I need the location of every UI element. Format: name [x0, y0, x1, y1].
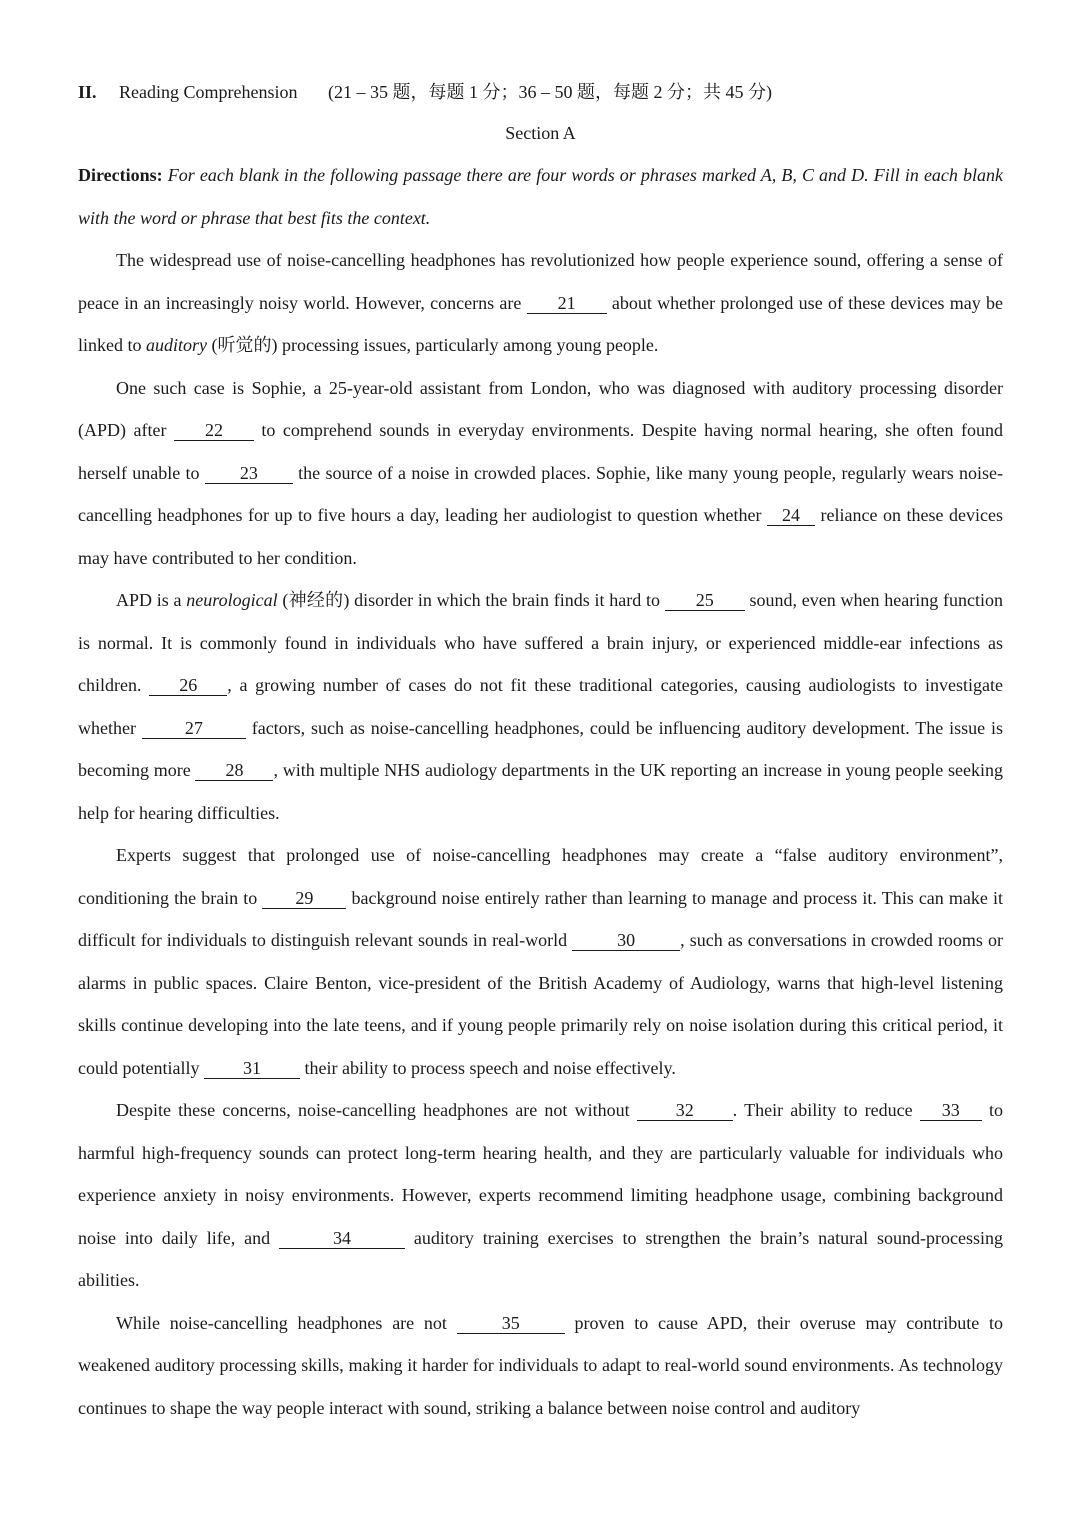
text-segment: about whether prolonged use of these devices may be linked to	[78, 292, 1004, 355]
exam-page	[78, 74, 1003, 1429]
blank-32[interactable]: 32	[637, 1100, 733, 1121]
term-neurological: neurological	[186, 590, 278, 610]
blank-27[interactable]: 27	[142, 718, 246, 739]
text-segment: APD is a	[116, 590, 187, 610]
paragraph-3	[78, 579, 1003, 834]
blank-30[interactable]: 30	[572, 930, 680, 951]
blank-26[interactable]: 26	[149, 675, 227, 696]
text-segment: factors, such as noise-cancelling headphones, could be influencing auditory development. The issue is becoming more	[78, 717, 1003, 780]
text-segment: background noise entirely rather than learning to manage and process it. This can make it difficult for individuals to distinguish relevant sounds in real-world	[78, 887, 1003, 950]
paragraph-2	[78, 367, 1003, 580]
text-segment: , with multiple NHS audiology departments in the UK reporting an increase in young people seeking help for hearing difficulties.	[78, 760, 1003, 823]
text-segment: , such as conversations in crowded rooms or alarms in public spaces. Claire Benton, vice-president of the British Academy of Audiology, warns that high-level listening skills continue developing into the late teens, and if young people primarily rely on noise isolation during this critical period, it could potentially	[78, 930, 1003, 1078]
text-segment: Despite these concerns, noise-cancelling headphones are not without	[116, 1100, 637, 1120]
text-segment: The widespread use of noise-cancelling headphones has revolutionized how people experience sound, offering a sense of peace in an increasingly noisy world. However, concerns are	[78, 250, 1003, 313]
blank-21[interactable]: 21	[527, 293, 607, 314]
text-segment: auditory training exercises to strengthen the brain’s natural sound-processing abilities.	[78, 1227, 1003, 1290]
part-heading	[78, 74, 1003, 110]
scoring-note: (21 – 35 题，每题 1 分；36 – 50 题，每题 2 分；共 45 分)	[328, 82, 772, 102]
text-segment: to comprehend sounds in everyday environments. Despite having normal hearing, she often found herself unable to	[78, 420, 1004, 483]
term-auditory: auditory	[146, 335, 207, 355]
blank-22[interactable]: 22	[174, 420, 254, 441]
text-segment: disorder in which the brain finds it hard to	[354, 590, 665, 610]
text-segment: their ability to process speech and noise effectively.	[299, 1057, 676, 1078]
part-number: II.	[78, 82, 97, 102]
text-segment: While noise-cancelling headphones are not	[116, 1312, 457, 1333]
paragraph-4	[78, 834, 1003, 1089]
paragraph-6	[78, 1302, 1003, 1430]
text-segment: , a growing number of cases do not fit these traditional categories, causing audiologists to investigate whether	[78, 675, 1003, 738]
directions-text: For each blank in the following passage there are four words or phrases marked A, B, C and D. Fill in each blank with the word or phrase that best fits the context.	[78, 165, 1004, 228]
text-segment: One such case is Sophie, a 25-year-old assistant from London, who was diagnosed with auditory processing disorder (APD) after	[78, 377, 1003, 440]
blank-34[interactable]: 34	[279, 1228, 405, 1249]
paragraph-1	[78, 239, 1003, 367]
text-segment: to harmful high-frequency sounds can protect long-term hearing health, and they are particularly valuable for individuals who experience anxiety in noisy environments. However, experts recommend limiting headphone usage, combining background noise into daily life, and	[78, 1100, 1003, 1248]
blank-29[interactable]: 29	[262, 888, 346, 909]
blank-31[interactable]: 31	[204, 1058, 300, 1079]
text-segment: reliance on these devices may have contributed to her condition.	[78, 505, 1003, 568]
text-segment: the source of a noise in crowded places. Sophie, like many young people, regularly wears noise-cancelling headphones for up to five hours a day, leading her audiologist to question whether	[78, 462, 1004, 525]
blank-28[interactable]: 28	[195, 760, 273, 781]
text-segment: Experts suggest that prolonged use of noise-cancelling headphones may create a “false auditory environment”, conditioning the brain to	[78, 845, 1003, 908]
blank-24[interactable]: 24	[767, 505, 815, 526]
gloss-chinese: (神经的)	[277, 590, 355, 610]
text-segment: sound, even when hearing function is normal. It is commonly found in individuals who have suffered a brain injury, or experienced middle-ear infections as children.	[78, 590, 1003, 695]
part-title: Reading Comprehension	[119, 82, 298, 102]
directions	[78, 154, 1003, 239]
section-title: Section A	[505, 123, 576, 143]
gloss-chinese: (听觉的)	[207, 335, 282, 355]
text-segment: . Their ability to reduce	[732, 1100, 920, 1120]
text-segment: proven to cause APD, their overuse may contribute to weakened auditory processing skills, making it harder for individuals to adapt to real-world sound environments. As technology continues to shape the way people interact with sound, striking a balance between noise control and auditory	[78, 1312, 1003, 1418]
paragraph-5	[78, 1089, 1003, 1302]
directions-label: Directions:	[78, 165, 163, 185]
blank-33[interactable]: 33	[920, 1100, 982, 1121]
blank-25[interactable]: 25	[665, 590, 745, 611]
blank-35[interactable]: 35	[457, 1313, 565, 1334]
text-segment: processing issues, particularly among young people.	[282, 335, 659, 355]
blank-23[interactable]: 23	[205, 463, 293, 484]
